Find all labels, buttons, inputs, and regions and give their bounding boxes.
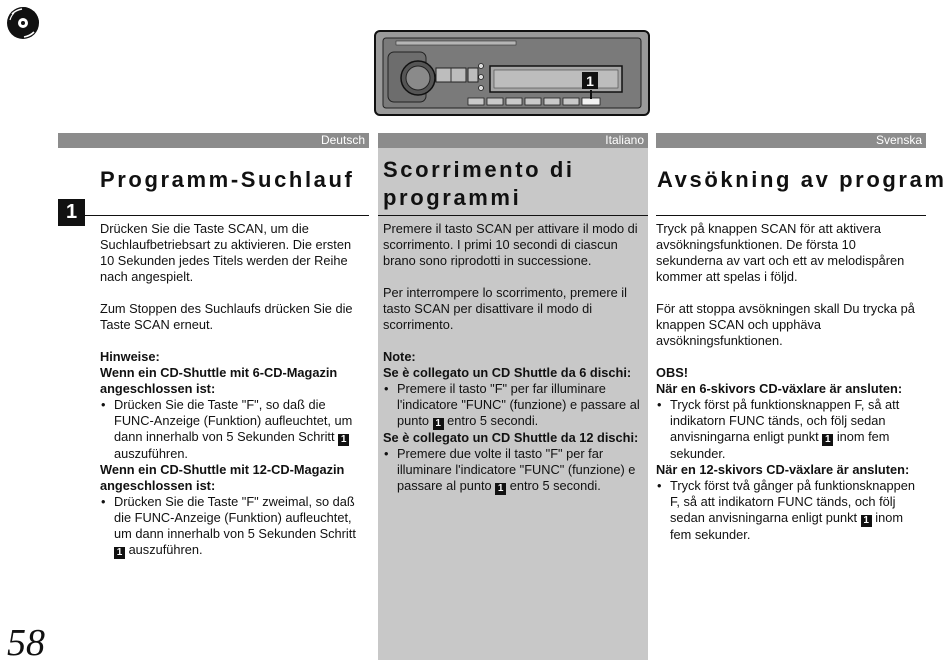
step-ref-icon: 1 [822, 434, 833, 446]
page-number: 58 [7, 622, 45, 664]
sv-case2: När en 12-skivors CD-växlare är ansluten: [656, 462, 910, 477]
it-case2-bullet: • Premere due volte il tasto "F" per far illuminare l'indicatore "FUNC" (funzione) e passare al punto 1 entro 5 secondi. [383, 446, 645, 495]
it-case2: Se è collegato un CD Shuttle da 12 dischi: [383, 430, 639, 445]
step-ref-icon: 1 [861, 515, 872, 527]
body-deutsch [100, 221, 368, 559]
cd-disc-icon [6, 6, 40, 40]
body-italiano [383, 221, 645, 495]
heading-svenska: Avsökning av program [657, 167, 947, 192]
it-notes-title: Note: [383, 349, 416, 364]
sv-case1: När en 6-skivors CD-växlare är ansluten: [656, 381, 903, 396]
lang-bar-deutsch: Deutsch [58, 133, 369, 148]
sv-case1-bullet: • Tryck först på funktionsknappen F, så att indikatorn FUNC tänds, och följ sedan anvisningarna enligt punkt 1 inom fem sekunder. [656, 397, 924, 462]
car-stereo-illustration [374, 30, 650, 116]
it-case1: Se è collegato un CD Shuttle da 6 dischi: [383, 365, 632, 380]
lang-bar-italiano: Italiano [378, 133, 648, 148]
heading-deutsch: Programm-Suchlauf [100, 167, 355, 192]
de-case2: Wenn ein CD-Shuttle mit 12-CD-Magazin angeschlossen ist: [100, 462, 345, 493]
rule-deutsch [58, 215, 369, 216]
sv-case2-bullet: • Tryck först två gånger på funktionsknappen F, så att indikatorn FUNC tänds, och följ sedan anvisningarna enligt punkt 1 inom fem sekunder. [656, 478, 924, 543]
rule-italiano [378, 215, 648, 216]
body-svenska [656, 221, 924, 543]
de-para1: Drücken Sie die Taste SCAN, um die Suchlaufbetriebsart zu aktivieren. Die ersten 10 Sekunden jedes Titels werden der Reihe nach angespielt. [100, 221, 352, 284]
step-ref-icon: 1 [338, 434, 349, 446]
heading-italiano-line2: programmi [383, 185, 522, 210]
de-para2: Zum Stoppen des Suchlaufs drücken Sie die Taste SCAN erneut. [100, 301, 353, 332]
lang-bar-svenska: Svenska [656, 133, 926, 148]
sv-notes-title: OBS! [656, 365, 688, 380]
step-marker: 1 [58, 199, 85, 226]
de-notes-title: Hinweise: [100, 349, 160, 364]
step-ref-icon: 1 [114, 547, 125, 559]
sv-para2: För att stoppa avsökningen skall Du trycka på knappen SCAN och upphäva avsökningsfunktionen. [656, 301, 915, 348]
it-para2: Per interrompere lo scorrimento, premere il tasto SCAN per disattivare il modo di scorrimento. [383, 285, 627, 332]
de-case1: Wenn ein CD-Shuttle mit 6-CD-Magazin angeschlossen ist: [100, 365, 338, 396]
it-case1-bullet: • Premere il tasto "F" per far illuminare l'indicatore "FUNC" (funzione) e passare al punto 1 entro 5 secondi. [383, 381, 645, 430]
illustration-callout: 1 [586, 73, 594, 89]
it-para1: Premere il tasto SCAN per attivare il modo di scorrimento. I primi 10 secondi di ciascun brano sono riprodotti in successione. [383, 221, 638, 268]
heading-italiano [383, 156, 575, 212]
rule-svenska [656, 215, 926, 216]
de-case2-bullet: • Drücken Sie die Taste "F" zweimal, so daß die FUNC-Anzeige (Funktion) aufleuchtet, um dann innerhalb von 5 Sekunden Schritt 1 auszuführen. [100, 494, 368, 559]
heading-italiano-line1: Scorrimento di [383, 157, 575, 182]
step-ref-icon: 1 [433, 418, 444, 430]
step-ref-icon: 1 [495, 483, 506, 495]
sv-para1: Tryck på knappen SCAN för att aktivera avsökningsfunktionen. De första 10 sekunderna av vart och ett av melodispåren kommer att spelas i följd. [656, 221, 905, 284]
de-case1-bullet: • Drücken Sie die Taste "F", so daß die FUNC-Anzeige (Funktion) aufleuchtet, um dann innerhalb von 5 Sekunden Schritt 1 auszuführen. [100, 397, 368, 462]
